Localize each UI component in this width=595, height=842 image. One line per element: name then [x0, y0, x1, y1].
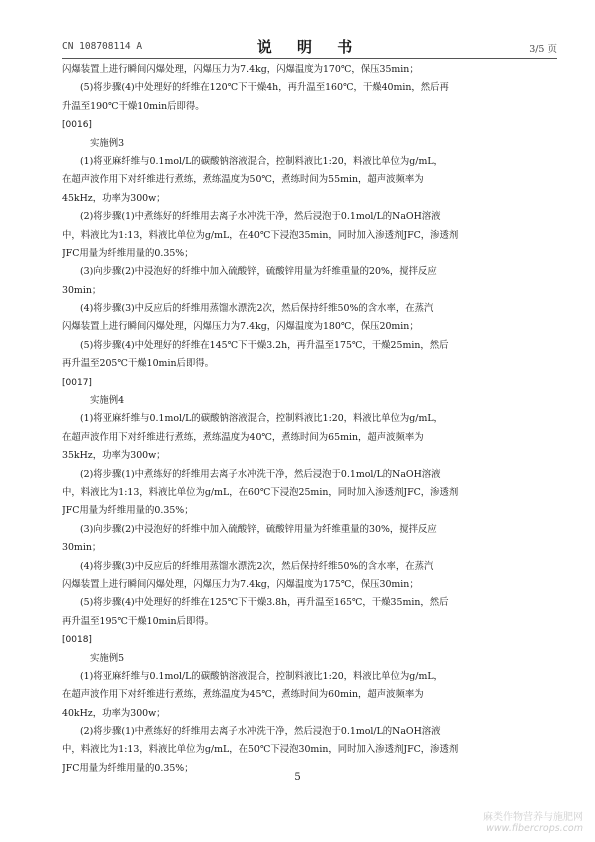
body-text-line: 中，料液比为1:13，料液比单位为g/mL，在50℃下浸泡30min，同时加入渗透剂JFC，渗透剂	[62, 744, 459, 756]
body-text-line: 闪爆装置上进行瞬间闪爆处理，闪爆压力为7.4kg，闪爆温度为170℃，保压35min；	[62, 64, 419, 75]
body-text-line: (1)将亚麻纤维与0.1mol/L的碳酸钠溶液混合，控制料液比1:20，料液比单位为g/mL，	[80, 413, 443, 425]
page-header	[62, 36, 557, 56]
site-watermark	[483, 808, 583, 834]
example-heading: 实施例4	[90, 395, 125, 407]
body-text-line: (5)将步骤(4)中处理好的纤维在120℃下干燥4h，再升温至160℃，干燥40min，然后再	[80, 82, 449, 94]
body-text-line: 40kHz，功率为300w；	[62, 707, 166, 719]
body-text-line: 45kHz，功率为300w；	[62, 192, 166, 204]
header-divider	[62, 58, 557, 59]
body-text-line: 30min；	[62, 542, 102, 554]
page-number: 5	[294, 772, 301, 783]
body-text-line: (3)向步骤(2)中浸泡好的纤维中加入硫酸锌，硫酸锌用量为纤维重量的20%，搅拌反应	[80, 266, 437, 278]
body-text-line: (3)向步骤(2)中浸泡好的纤维中加入硫酸锌，硫酸锌用量为纤维重量的30%，搅拌反应	[80, 523, 437, 535]
body-text-line: (2)将步骤(1)中煮练好的纤维用去离子水冲洗干净，然后浸泡于0.1mol/L的NaOH溶液	[80, 468, 441, 480]
body-text-line: 闪爆装置上进行瞬间闪爆处理，闪爆压力为7.4kg，闪爆温度为175℃，保压30min；	[62, 578, 419, 590]
body-text-line: 升温至190℃干燥10min后即得。	[62, 100, 205, 112]
body-text-line: 30min；	[62, 284, 102, 296]
paragraph-number: [0016]	[62, 120, 92, 131]
paragraph-number: [0018]	[62, 635, 92, 646]
example-heading: 实施例5	[90, 652, 125, 664]
example-heading: 实施例3	[90, 137, 125, 149]
body-text-line: (1)将亚麻纤维与0.1mol/L的碳酸钠溶液混合，控制料液比1:20，料液比单位为g/mL，	[80, 155, 443, 167]
body-text-line: (5)将步骤(4)中处理好的纤维在145℃下干燥3.2h，再升温至175℃，干燥25min，然后	[80, 339, 449, 351]
body-text-line: (4)将步骤(3)中反应后的纤维用蒸馏水漂洗2次，然后保持纤维50%的含水率，在蒸汽	[80, 560, 434, 572]
body-text-line: (1)将亚麻纤维与0.1mol/L的碳酸钠溶液混合，控制料液比1:20，料液比单位为g/mL，	[80, 670, 443, 682]
patent-number: CN 108708114 A	[62, 41, 143, 52]
body-text-line: (2)将步骤(1)中煮练好的纤维用去离子水冲洗干净，然后浸泡于0.1mol/L的NaOH溶液	[80, 726, 441, 738]
body-text-line: 在超声波作用下对纤维进行煮练，煮练温度为45℃，煮练时间为60min，超声波频率为	[62, 689, 424, 701]
watermark-site-name: 麻类作物营养与施肥网	[483, 812, 583, 823]
body-text-line: 中，料液比为1:13，料液比单位为g/mL，在40℃下浸泡35min，同时加入渗透剂JFC，渗透剂	[62, 229, 459, 241]
body-text-line: JFC用量为纤维用量的0.35%；	[62, 505, 194, 517]
watermark-url: www.fibercrops.com	[486, 823, 583, 834]
body-text-line: JFC用量为纤维用量的0.35%；	[62, 247, 194, 259]
body-text-line: 闪爆装置上进行瞬间闪爆处理，闪爆压力为7.4kg，闪爆温度为180℃，保压20min；	[62, 321, 419, 333]
document-body	[62, 61, 567, 778]
paragraph-number: [0017]	[62, 377, 92, 388]
body-text-line: 再升温至205℃干燥10min后即得。	[62, 358, 214, 370]
body-text-line: (2)将步骤(1)中煮练好的纤维用去离子水冲洗干净，然后浸泡于0.1mol/L的NaOH溶液	[80, 211, 441, 223]
body-text-line: 在超声波作用下对纤维进行煮练，煮练温度为50℃，煮练时间为55min，超声波频率为	[62, 174, 424, 186]
body-text-line: 35kHz，功率为300w；	[62, 450, 166, 462]
body-text-line: 在超声波作用下对纤维进行煮练，煮练温度为40℃，煮练时间为65min，超声波频率为	[62, 431, 424, 443]
body-text-line: (4)将步骤(3)中反应后的纤维用蒸馏水漂洗2次，然后保持纤维50%的含水率，在蒸汽	[80, 303, 434, 315]
body-text-line: 再升温至195℃干燥10min后即得。	[62, 615, 214, 627]
body-text-line: 中，料液比为1:13，料液比单位为g/mL，在60℃下浸泡25min，同时加入渗透剂JFC，渗透剂	[62, 486, 459, 498]
page-indicator: 3/5 页	[529, 44, 557, 55]
document-title: 说 明 书	[256, 38, 363, 56]
body-text-line: (5)将步骤(4)中处理好的纤维在125℃下干燥3.8h，再升温至165℃，干燥35min，然后	[80, 597, 449, 609]
body-text-line: JFC用量为纤维用量的0.35%；	[62, 762, 194, 774]
